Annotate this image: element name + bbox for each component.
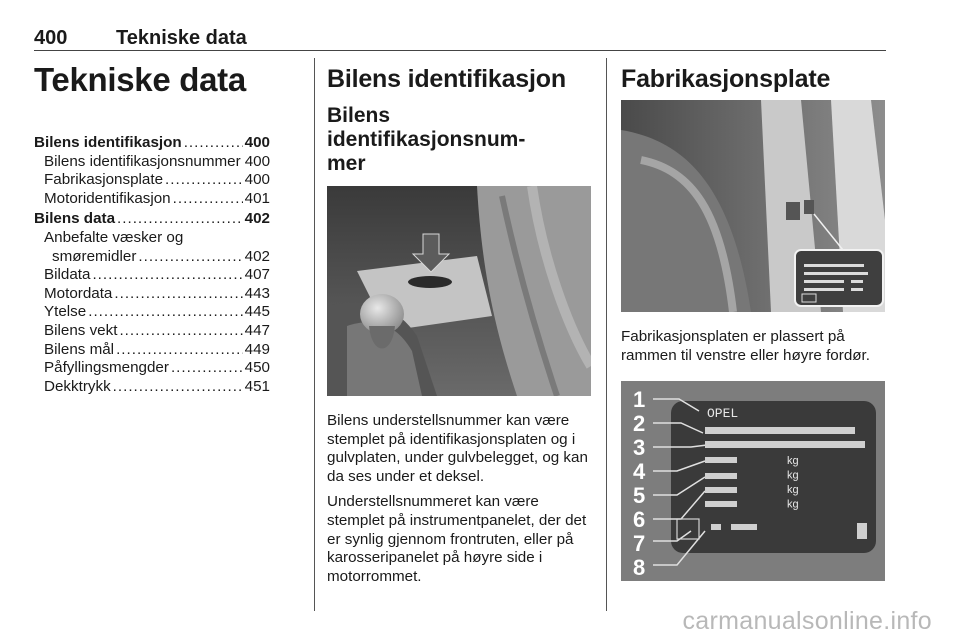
toc-entry[interactable] (34, 153, 270, 172)
toc-leader-dots (117, 210, 243, 229)
toc-leader-dots (173, 190, 243, 209)
toc-entry-page: 443 (244, 284, 270, 302)
plate-callout-1: 1 (633, 387, 646, 413)
identification-plate-column (621, 64, 887, 581)
toc-entry[interactable] (34, 248, 270, 267)
toc-entry-label: Bilens vekt (44, 321, 118, 339)
plate-callout-4: 4 (633, 459, 646, 485)
toc-leader-dots (165, 171, 243, 190)
toc-entry-page: 400 (244, 171, 270, 189)
toc-entry-page: 402 (244, 247, 270, 265)
toc-entry-page: 407 (244, 266, 270, 284)
vin-location-paragraph-1: Bilens understellsnummer kan være stemplet på identifikasjonsplaten og i gulvplaten, under gulvbelegget, og kan da ses under et deksel. (327, 412, 588, 485)
toc-leader-dots (171, 359, 243, 378)
toc-entry-page: 451 (244, 377, 270, 395)
identification-plate-diagram (621, 381, 885, 581)
watermark: carmanualsonline.info (682, 607, 932, 635)
plate-unit-label: kg (787, 455, 799, 468)
plate-location-paragraph: Fabrikasjonsplaten er plassert på rammen til venstre eller høyre fordør. (621, 328, 870, 364)
vehicle-identification-column (327, 64, 593, 586)
toc-entry-label: Motordata (44, 284, 113, 302)
toc-entry-label: Påfyllingsmengder (44, 359, 169, 377)
toc-entry[interactable] (34, 134, 270, 153)
toc-leader-dots (138, 248, 242, 267)
toc-entry-label: Dekktrykk (44, 377, 111, 395)
table-of-contents (34, 134, 270, 396)
toc-entry-label: smøremidler (52, 247, 137, 265)
toc-leader-dots (116, 341, 243, 360)
toc-leader-dots (114, 285, 242, 304)
plate-callout-8: 8 (633, 555, 646, 581)
toc-entry-label: Motoridentifikasjon (44, 189, 171, 207)
plate-unit-label: kg (787, 498, 799, 511)
header-divider (34, 50, 886, 51)
toc-entry-page: 401 (244, 189, 270, 207)
toc-entry-page: 445 (244, 303, 270, 321)
floor-vin-location-illustration (327, 186, 591, 396)
door-pillar-plate-illustration (621, 100, 885, 312)
column-divider-1 (314, 58, 315, 611)
toc-leader-dots (88, 303, 242, 322)
toc-entry-label: Anbefalte væsker og (44, 228, 184, 246)
toc-entry[interactable] (34, 303, 270, 322)
subsection-title: Bilens identifikasjonsnum- mer (327, 104, 526, 175)
page-number: 400 (34, 27, 68, 49)
toc-entry[interactable] (34, 341, 270, 360)
running-title: Tekniske data (116, 27, 247, 49)
toc-entry-label: Fabrikasjonsplate (44, 171, 164, 189)
plate-section-title: Fabrikasjonsplate (621, 65, 831, 93)
toc-entry-label: Ytelse (44, 303, 87, 321)
toc-entry-label: Bildata (44, 266, 91, 284)
toc-leader-dots (184, 134, 243, 153)
toc-entry-page: 400 (244, 152, 271, 170)
column-divider-2 (606, 58, 607, 611)
plate-callout-7: 7 (633, 531, 646, 557)
plate-unit-label: kg (787, 469, 799, 482)
chapter-title: Tekniske data (34, 61, 246, 98)
section-title: Bilens identifikasjon (327, 65, 566, 93)
toc-entry[interactable] (34, 285, 270, 304)
toc-entry[interactable] (34, 229, 270, 248)
toc-column (34, 60, 270, 396)
plate-brand-text: OPEL (707, 406, 739, 422)
toc-entry[interactable] (34, 359, 270, 378)
plate-callout-5: 5 (633, 483, 646, 509)
toc-leader-dots (113, 378, 243, 397)
toc-entry-page: 449 (244, 340, 270, 358)
toc-entry[interactable] (34, 266, 270, 285)
toc-entry-page: 450 (244, 359, 270, 377)
toc-entry[interactable] (34, 210, 270, 229)
toc-entry[interactable] (34, 190, 270, 209)
vin-location-paragraph-2: Understellsnummeret kan være stemplet på instrumentpanelet, der det er synlig gjennom frontruten, eller på karosseripanelet på høyre side i motorrommet. (327, 493, 587, 585)
toc-entry-page: 400 (244, 134, 270, 151)
toc-entry[interactable] (34, 171, 270, 190)
plate-callout-2: 2 (633, 411, 646, 437)
toc-entry-label: Bilens identifikasjonsnummer (44, 152, 241, 170)
toc-entry-label: Bilens mål (44, 340, 115, 358)
toc-entry-page: 447 (244, 321, 270, 339)
toc-entry-label: Bilens identifikasjon (34, 134, 182, 151)
toc-entry[interactable] (34, 322, 270, 341)
toc-leader-dots (119, 322, 242, 341)
running-header (34, 27, 886, 51)
toc-leader-dots (92, 266, 242, 285)
toc-entry[interactable] (34, 378, 270, 397)
plate-unit-label: kg (787, 484, 799, 497)
plate-callout-6: 6 (633, 507, 646, 533)
plate-callout-3: 3 (633, 435, 646, 461)
toc-entry-label: Bilens data (34, 210, 116, 228)
toc-entry-page: 402 (244, 210, 270, 228)
